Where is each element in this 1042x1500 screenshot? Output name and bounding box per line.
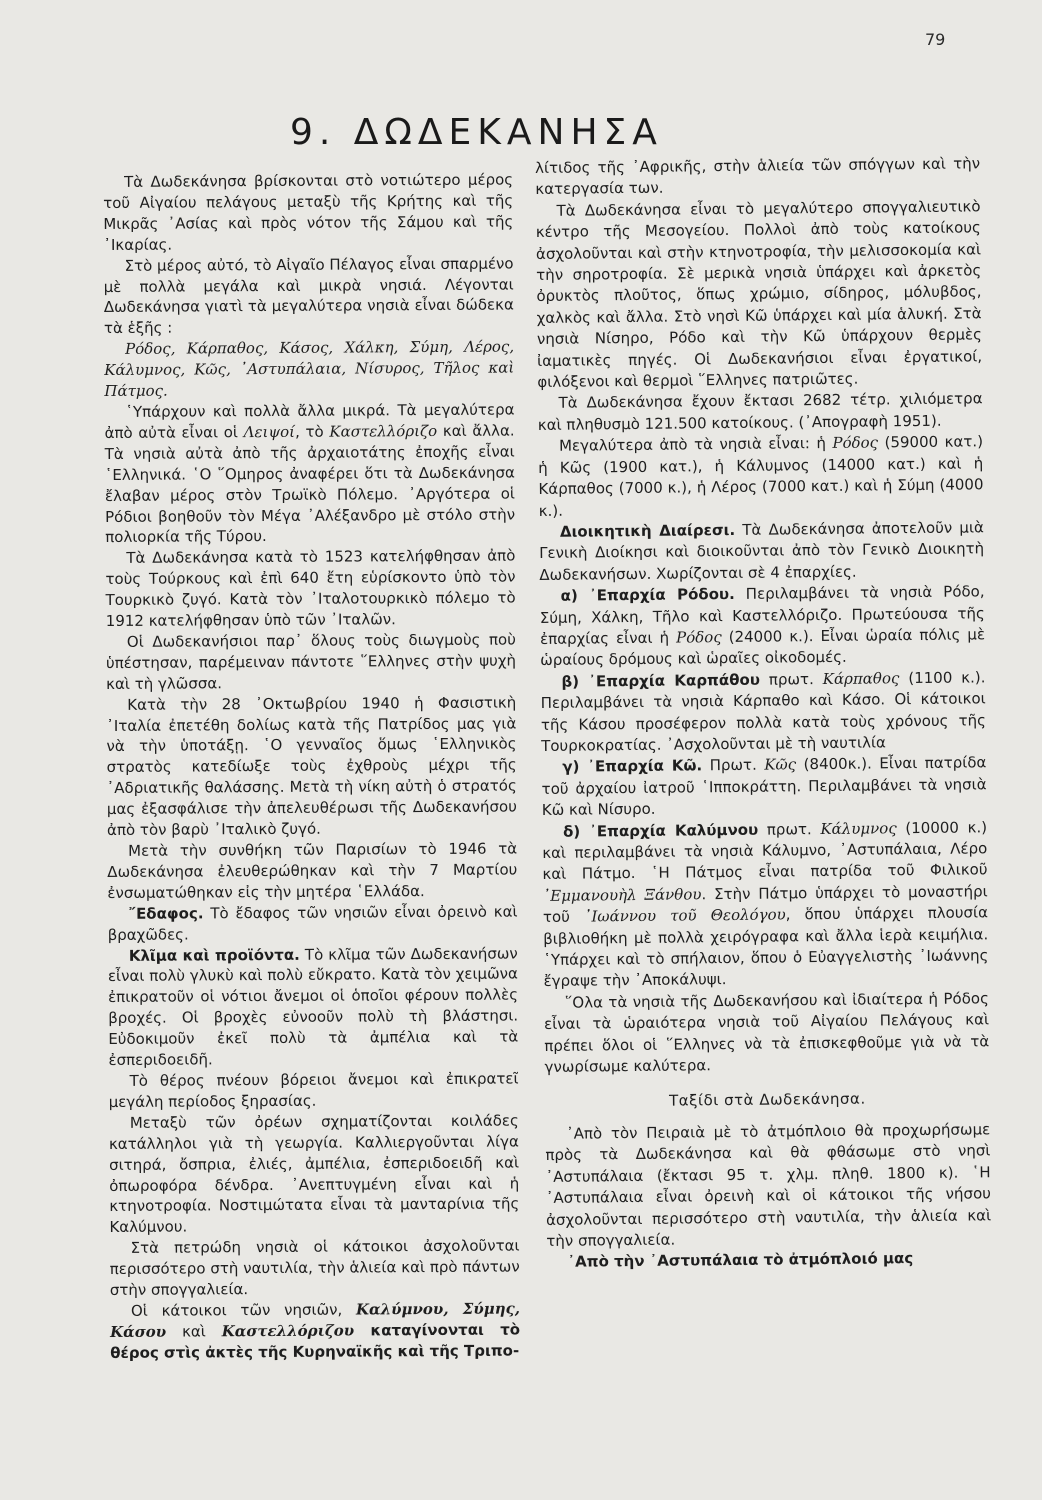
paragraph: Τὰ Δωδεκάνησα κατὰ τὸ 1523 κατελήφθησαν ἀπὸ τοὺς Τούρκους καὶ ἐπὶ 640 ἔτη εὑρίσκοντο ὑπὸ τὸν Τουρκικὸ ζυγό. Κατὰ τὸν ᾿Ιταλοτουρκικὸ πόλεμο τὸ 1912 κατελήφθησαν ὑπὸ τῶν ᾿Ιταλῶν. bbox=[105, 546, 516, 631]
paragraph: Μεταξὺ τῶν ὀρέων σχηματίζονται κοιλάδες κατάλληλοι γιὰ τὴ γεωργία. Καλλιεργοῦνται λίγα σιτηρά, ὄσπρια, ἐλιές, ἀμπέλια, ἐσπεριδοειδῆ καὶ ὀπωροφόρα δένδρα. ᾿Ανεπτυγμένη εἶναι καὶ ἡ κτηνοτροφία. Νοστιμώτατα εἶναι τὰ μανταρίνια τῆς Καλύμνου. bbox=[108, 1111, 520, 1237]
section-heading: δ) ᾿Επαρχία Καλύμνου bbox=[562, 820, 759, 841]
paragraph: δ) ᾿Επαρχία Καλύμνου πρωτ. Κάλυμνος (10000 κ.) καὶ περιλαμβάνει τὰ νησιὰ Κάλυμνο, ᾿Αστυπάλαια, Λέρο καὶ Πάτμο. ῾Η Πάτμος εἶναι πατρίδα τοῦ Φιλικοῦ ᾿Εμμανουὴλ Ξάνθου. Στὴν Πάτμο ὑπάρχει τὸ μοναστήρι τοῦ ᾿Ιωάννου τοῦ Θεολόγου, ὅπου ὑπάρχει πλουσία βιβλιοθήκη μὲ πολλὰ χειρόγραφα καὶ ἄλλα ἱερὰ κειμήλια. ῾Υπάρχει καὶ τὸ σπήλαιον, ὅπου ὁ Εὐαγγελιστὴς ᾿Ιωάννης ἔγραψε τὴν ᾿Αποκάλυψι. bbox=[542, 817, 989, 991]
section-heading: α) ᾿Επαρχία Ρόδου. bbox=[560, 585, 735, 605]
section-heading: γ) ᾿Επαρχία Κῶ. bbox=[562, 756, 703, 777]
paragraph: Οἱ Δωδεκανήσιοι παρ᾿ ὅλους τοὺς διωγμοὺς ποὺ ὑπέστησαν, παρέμειναν πάντοτε ῞Ελληνες στὴν ψυχὴ καὶ τὴ γλῶσσα. bbox=[105, 630, 517, 693]
paragraph: α) ᾿Επαρχία Ρόδου. Περιλαμβάνει τὰ νησιὰ Ρόδο, Σύμη, Χάλκη, Τῆλο καὶ Καστελλόριζο. Πρωτεύουσα τῆς ἐπαρχίας εἶναι ἡ Ρόδος (24000 κ.). Εἶναι ὡραία πόλις μὲ ὡραίους δρόμους καὶ ὡραῖες οἰκοδομές. bbox=[539, 582, 986, 670]
paragraph: Μετὰ τὴν συνθήκη τῶν Παρισίων τὸ 1946 τὰ Δωδεκάνησα ἐλευθερώθηκαν καὶ τὴν 7 Μαρτίου ἐνσωματώθηκαν εἰς τὴν μητέρα ῾Ελλάδα. bbox=[107, 839, 518, 902]
page-number: 79 bbox=[925, 30, 946, 49]
paragraph: Στὸ μέρος αὐτό, τὸ Αἰγαῖο Πέλαγος εἶναι σπαρμένο μὲ πολλὰ μεγάλα καὶ μικρὰ νησιά. Λέγονται Δωδεκάνησα γιατὶ τὰ μεγαλύτερα νησιὰ εἶναι δώδεκα τὰ ἑξῆς : bbox=[103, 254, 514, 338]
section-heading: Κλῖμα καὶ προϊόντα. bbox=[128, 945, 300, 965]
paragraph: Οἱ κάτοικοι τῶν νησιῶν, Καλύμνου, Σύμης, Κάσου καὶ Καστελλόριζου καταγίνονται τὸ θέρος στὶς ἀκτὲς τῆς Κυρηναϊκῆς καὶ τῆς Τριπο- bbox=[110, 1299, 521, 1362]
paragraph: β) ᾿Επαρχία Καρπάθου πρωτ. Κάρπαθος (1100 κ.). Περιλαμβάνει τὰ νησιὰ Κάρπαθο καὶ Κάσο. Οἱ κάτοικοι τῆς Κάσου προσέφερον πολλὰ κατὰ τοὺς χρόνους τῆς Τουρκοκρατίας. ᾿Ασχολοῦνται μὲ τὴ ναυτιλία bbox=[540, 668, 987, 755]
paragraph: Τὰ Δωδεκάνησα εἶναι τὸ μεγαλύτερο σπογγαλιευτικὸ κέντρο τῆς Μεσογείου. Πολλοὶ ἀπὸ τοὺς κατοίκους ἀσχολοῦνται καὶ στὴν κτηνοτροφία, τὴν μελισσοκομία καὶ τὴν σηροτροφία. Σὲ μερικὰ νησιὰ ὑπάρχει καὶ ἀρκετὸς ὀρυκτὸς πλοῦτος, ὅπως χρώμιο, σίδηρος, μόλυβδος, χαλκὸς καὶ ἄλλα. Στὸ νησὶ Κῶ ὑπάρχει καὶ μία ἁλυκή. Στὰ νησιὰ Νίσηρο, Ρόδο καὶ τὴν Κῶ ὑπάρχουν θερμὲς ἰαματικὲς πηγές. Οἱ Δωδεκανήσιοι εἶναι ἐργατικοί, φιλόξενοι καὶ θερμοὶ ῞Ελληνες πατριῶτες. bbox=[535, 197, 983, 392]
paragraph: ᾿Απὸ τὸν Πειραιὰ μὲ τὸ ἀτμόπλοιο θὰ προχωρήσωμε πρὸς τὰ Δωδεκάνησα καὶ θὰ φθάσωμε στὸ νησὶ ᾿Αστυπάλαια (ἔκτασι 95 τ. χλμ. πληθ. 1800 κ). ῾Η ᾿Αστυπάλαια εἶναι ὀρεινὴ καὶ οἱ κάτοικοι τῆς νήσου ἀσχολοῦνται περισσότερο στὴ ναυτιλία, τὴν ἁλιεία καὶ τὴν σπογγαλιεία. bbox=[545, 1120, 992, 1250]
paragraph: ῞Ολα τὰ νησιὰ τῆς Δωδεκανήσου καὶ ἰδιαίτερα ἡ Ρόδος εἶναι τὰ ὡραιότερα νησιὰ τοῦ Αἰγαίου Πελάγους καὶ πρέπει ὅλοι οἱ ῞Ελληνες νὰ τὰ ἐπισκεφθοῦμε γιὰ νὰ τὰ γνωρίσωμε καλύτερα. bbox=[543, 989, 990, 1077]
subheading: Ταξίδι στὰ Δωδεκάνησα. bbox=[668, 1090, 866, 1111]
right-column bbox=[535, 153, 992, 1273]
paragraph: ῎Εδαφος. Τὸ ἔδαφος τῶν νησιῶν εἶναι ὀρεινὸ καὶ βραχῶδες. bbox=[107, 902, 518, 944]
paragraph: Τὰ Δωδεκάνησα ἔχουν ἔκτασι 2682 τέτρ. χιλιόμετρα καὶ πληθυσμὸ 121.500 κατοίκους. (᾿Απογραφὴ 1951). bbox=[537, 389, 983, 434]
section-heading: β) ᾿Επαρχία Καρπάθου bbox=[561, 670, 761, 691]
section-heading: Διοικητικὴ Διαίρεσι. bbox=[559, 520, 736, 541]
paragraph: Μεγαλύτερα ἀπὸ τὰ νησιὰ εἶναι: ἡ Ρόδος (59000 κατ.) ἡ Κῶς (1900 κατ.), ἡ Κάλυμνος (14000 κατ.) καὶ ἡ Κάρπαθος (7000 κ.), ἡ Λέρος (7000 κατ.) καὶ ἡ Σύμη (4000 κ.). bbox=[538, 432, 984, 520]
left-column bbox=[103, 169, 520, 1363]
paragraph: Διοικητικὴ Διαίρεσι. Τὰ Δωδεκάνησα ἀποτελοῦν μιὰ Γενικὴ Διοίκησι καὶ διοικοῦνται ἀπὸ τὸν Γενικὸ Διοικητὴ Δωδεκανήσων. Χωρίζονται σὲ 4 ἐπαρχίες. bbox=[539, 518, 985, 584]
chapter-title: 9. ΔΩΔΕΚΑΝΗΣΑ bbox=[290, 112, 663, 153]
section-heading: ῎Εδαφος. bbox=[128, 904, 204, 923]
paragraph: Τὰ Δωδεκάνησα βρίσκονται στὸ νοτιώτερο μέρος τοῦ Αἰγαίου πελάγους μεταξὺ τῆς Κρήτης καὶ τῆς Μικρᾶς ᾿Ασίας καὶ πρὸς νότον τῆς Σάμου καὶ τῆς ᾿Ικαρίας. bbox=[103, 170, 514, 254]
paragraph: Κλῖμα καὶ προϊόντα. Τὸ κλῖμα τῶν Δωδεκανήσων εἶναι πολὺ γλυκὺ καὶ πολὺ εὔκρατο. Κατὰ τὸν χειμῶνα ἐπικρατοῦν οἱ νότιοι ἄνεμοι οἱ ὁποῖοι φέρουν πολλὲς βροχές. Οἱ βροχὲς εὐνοοῦν πολὺ τὴ βλάστησι. Εὐδοκιμοῦν ἐκεῖ πολὺ τὰ ἀμπέλια καὶ τὰ ἐσπεριδοειδῆ. bbox=[107, 944, 519, 1070]
paragraph: Στὰ πετρώδη νησιὰ οἱ κάτοικοι ἀσχολοῦνται περισσότερο στὴ ναυτιλία, τὴν ἁλιεία καὶ πρὸ πάντων στὴν σπογγαλιεία. bbox=[109, 1236, 520, 1300]
paragraph: γ) ᾿Επαρχία Κῶ. Πρωτ. Κῶς (8400κ.). Εἶναι πατρίδα τοῦ ἀρχαίου ἰατροῦ ῾Ιπποκράττη. Περιλαμβάνει τὰ νησιὰ Κῶ καὶ Νίσυρο. bbox=[541, 753, 987, 820]
islands-list: Ρόδος, Κάρπαθος, Κάσος, Χάλκη, Σύμη, Λέρος, Κάλυμνος, Κῶς, ᾿Αστυπάλαια, Νίσυρος, Τῆλος καὶ Πάτμος. bbox=[104, 337, 515, 401]
paragraph: ᾿Απὸ τὴν ᾿Αστυπάλαια τὸ ἀτμόπλοιό μας bbox=[567, 1249, 914, 1272]
paragraph: λίτιδος τῆς ᾿Αφρικῆς, στὴν ἁλιεία τῶν σπόγγων καὶ τὴν κατεργασία των. bbox=[535, 154, 981, 199]
paragraph: ῾Υπάρχουν καὶ πολλὰ ἄλλα μικρά. Τὰ μεγαλύτερα ἀπὸ αὐτὰ εἶναι οἱ Λειψοί, τὸ Καστελλόριζο καὶ ἄλλα. Τὰ νησιὰ αὐτὰ ἀπὸ τῆς ἀρχαιοτάτης ἐποχῆς εἶναι ῾Ελληνικά. ῾Ο ῞Ομηρος ἀναφέρει ὅτι τὰ Δωδεκάνησα ἔλαβαν μέρος στὸν Τρωϊκὸ Πόλεμο. ᾿Αργότερα οἱ Ρόδιοι βοηθοῦν τὸν Μέγα ᾿Αλέξανδρο μὲ στόλο στὴν πολιορκία τῆς Τύρου. bbox=[104, 400, 516, 547]
paragraph: Τὸ θέρος πνέουν βόρειοι ἄνεμοι καὶ ἐπικρατεῖ μεγάλη περίοδος ξηρασίας. bbox=[108, 1069, 519, 1111]
paragraph: Κατὰ τὴν 28 ᾿Οκτωβρίου 1940 ἡ Φασιστικὴ ᾿Ιταλία ἐπετέθη δολίως κατὰ τῆς Πατρίδος μας γιὰ νὰ τὴν ὑποτάξῃ. ῾Ο γενναῖος ὅμως ῾Ελληνικὸς στρατὸς κατεδίωξε τοὺς ἐχθροὺς μέχρι τῆς ᾿Αδριατικῆς θαλάσσης. Μετὰ τὴ νίκη αὐτὴ ὁ στρατός μας ἐξασφάλισε τὴν ἀπελευθέρωσι τῆς Δωδεκανήσου ἀπὸ τὸν βαρὺ ᾿Ιταλικὸ ζυγό. bbox=[106, 693, 517, 840]
